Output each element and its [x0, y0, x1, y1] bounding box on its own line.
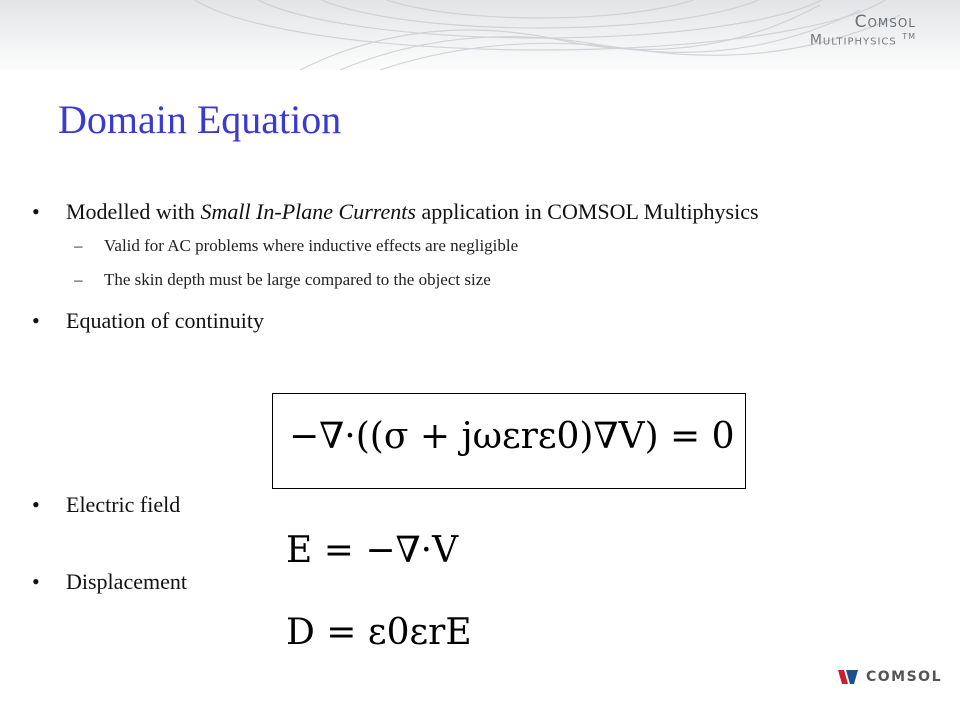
header-banner — [0, 0, 960, 70]
trademark: TM — [902, 32, 916, 41]
bullet-dot: • — [32, 199, 40, 224]
bullet-dot: • — [32, 492, 40, 517]
comsol-footer-logo — [838, 668, 942, 686]
bullet-dot: • — [32, 569, 40, 594]
bullet-text: Displacement — [66, 569, 187, 594]
logo-line-2 — [810, 32, 916, 49]
bullet-text-italic: Small In-Plane Currents — [200, 199, 416, 224]
bullet-electric-field — [32, 492, 180, 518]
continuity-equation: −∇·((σ + jωεrε0)∇V) = 0 — [289, 416, 735, 457]
sub-bullet-dash: – — [74, 236, 83, 255]
bullet-text: Equation of continuity — [66, 308, 264, 333]
logo-line-1: Comsol — [854, 12, 916, 32]
displacement-equation: D = ε0εrE — [286, 612, 472, 653]
footer-logo-text: COMSOL — [865, 669, 942, 685]
sub-bullet-text: Valid for AC problems where inductive effects are negligible — [104, 236, 519, 255]
bullet-modelled-with — [32, 199, 759, 225]
continuity-equation-box — [272, 393, 746, 489]
electric-field-equation: E = −∇·V — [286, 530, 459, 571]
comsol-mark-icon — [838, 668, 860, 686]
bullet-continuity — [32, 308, 264, 334]
sub-bullet-dash: – — [74, 270, 83, 289]
logo-line-2-text: Multiphysics — [809, 32, 897, 49]
slide-title: Domain Equation — [58, 97, 342, 142]
sub-bullet-skin-depth — [74, 270, 491, 290]
bullet-text-post: application in COMSOL Multiphysics — [415, 199, 759, 224]
bullet-text: Electric field — [66, 492, 181, 517]
sub-bullet-text: The skin depth must be large compared to the object size — [104, 270, 491, 289]
comsol-multiphysics-logo — [810, 12, 916, 49]
bullet-dot: • — [32, 308, 40, 333]
sub-bullet-valid-ac — [74, 236, 518, 256]
bullet-text-pre: Modelled with — [66, 199, 201, 224]
bullet-displacement — [32, 569, 187, 595]
